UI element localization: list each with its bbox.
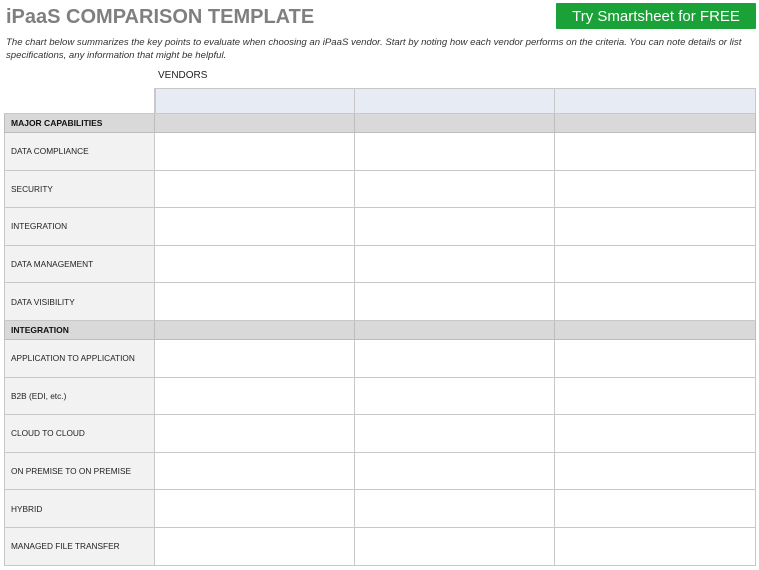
features-header-cell bbox=[4, 88, 155, 114]
vendor-entry-cell[interactable] bbox=[355, 133, 555, 171]
feature-row bbox=[4, 378, 756, 416]
feature-label: DATA COMPLIANCE bbox=[11, 146, 89, 157]
section-vendor-cell bbox=[555, 321, 756, 340]
vendor-entry-cell[interactable] bbox=[355, 171, 555, 209]
vendor-name-cell-3[interactable] bbox=[555, 88, 756, 114]
feature-row bbox=[4, 340, 756, 378]
vendor-entry-cell[interactable] bbox=[555, 246, 756, 284]
feature-row bbox=[4, 453, 756, 491]
vendor-entry-cell[interactable] bbox=[155, 133, 355, 171]
vendor-entry-cell[interactable] bbox=[355, 415, 555, 453]
feature-label: DATA MANAGEMENT bbox=[11, 259, 94, 270]
feature-cell bbox=[4, 283, 155, 321]
try-smartsheet-button[interactable]: Try Smartsheet for FREE bbox=[556, 3, 756, 29]
feature-row bbox=[4, 528, 756, 566]
vendor-entry-cell[interactable] bbox=[155, 490, 355, 528]
vendor-name-cell-2[interactable] bbox=[355, 88, 555, 114]
vendor-entry-cell[interactable] bbox=[555, 133, 756, 171]
vendor-entry-cell[interactable] bbox=[555, 283, 756, 321]
vendor-entry-cell[interactable] bbox=[355, 528, 555, 566]
vendor-entry-cell[interactable] bbox=[555, 490, 756, 528]
section-vendor-cell bbox=[155, 114, 355, 133]
feature-label: HYBRID bbox=[11, 503, 43, 514]
vendors-label: VENDORS bbox=[158, 70, 208, 81]
page-title: iPaaS COMPARISON TEMPLATE bbox=[6, 6, 315, 28]
section-label: INTEGRATION bbox=[4, 321, 155, 340]
vendor-entry-cell[interactable] bbox=[155, 283, 355, 321]
vendor-entry-cell[interactable] bbox=[555, 528, 756, 566]
vendor-name-cell-1[interactable] bbox=[155, 88, 355, 114]
feature-cell bbox=[4, 208, 155, 246]
vendor-entry-cell[interactable] bbox=[555, 378, 756, 416]
vendor-entry-cell[interactable] bbox=[355, 378, 555, 416]
vendor-entry-cell[interactable] bbox=[355, 490, 555, 528]
vendor-entry-cell[interactable] bbox=[355, 208, 555, 246]
vendor-entry-cell[interactable] bbox=[555, 208, 756, 246]
section-row bbox=[4, 114, 756, 133]
feature-label: DATA VISIBILITY bbox=[11, 296, 75, 307]
section-vendor-cell bbox=[355, 321, 555, 340]
feature-label: B2B (EDI, etc.) bbox=[11, 390, 67, 401]
vendor-entry-cell[interactable] bbox=[355, 453, 555, 491]
feature-row bbox=[4, 133, 756, 171]
feature-row bbox=[4, 246, 756, 284]
section-vendor-cell bbox=[155, 321, 355, 340]
feature-label: APPLICATION TO APPLICATION bbox=[11, 353, 135, 364]
feature-row bbox=[4, 208, 756, 246]
feature-cell bbox=[4, 246, 155, 284]
vendor-entry-cell[interactable] bbox=[555, 415, 756, 453]
feature-row bbox=[4, 490, 756, 528]
vendor-entry-cell[interactable] bbox=[155, 246, 355, 284]
feature-cell bbox=[4, 378, 155, 416]
feature-cell bbox=[4, 415, 155, 453]
vendor-entry-cell[interactable] bbox=[555, 340, 756, 378]
feature-label: ON PREMISE TO ON PREMISE bbox=[11, 466, 132, 477]
vendor-entry-cell[interactable] bbox=[155, 208, 355, 246]
feature-cell bbox=[4, 528, 155, 566]
vendor-entry-cell[interactable] bbox=[155, 528, 355, 566]
description-text: The chart below summarizes the key points to evaluate when choosing an iPaaS vendor. Start by noting how each vendor performs on the criteria. You can note details or list specifications, any information that might be helpful. bbox=[6, 37, 742, 61]
section-vendor-cell bbox=[355, 114, 555, 133]
vendor-entry-cell[interactable] bbox=[155, 453, 355, 491]
feature-cell bbox=[4, 171, 155, 209]
comparison-table bbox=[4, 88, 756, 566]
vendor-header-row bbox=[4, 88, 756, 114]
feature-label: MANAGED FILE TRANSFER bbox=[11, 541, 120, 552]
vendor-entry-cell[interactable] bbox=[155, 415, 355, 453]
vendor-entry-cell[interactable] bbox=[355, 340, 555, 378]
vendor-entry-cell[interactable] bbox=[155, 171, 355, 209]
feature-row bbox=[4, 415, 756, 453]
feature-row bbox=[4, 171, 756, 209]
feature-cell bbox=[4, 490, 155, 528]
feature-cell bbox=[4, 340, 155, 378]
section-row bbox=[4, 321, 756, 340]
vendor-entry-cell[interactable] bbox=[155, 340, 355, 378]
feature-row bbox=[4, 283, 756, 321]
feature-cell bbox=[4, 133, 155, 171]
vendor-entry-cell[interactable] bbox=[555, 453, 756, 491]
vendor-entry-cell[interactable] bbox=[155, 378, 355, 416]
feature-label: INTEGRATION bbox=[11, 221, 68, 232]
section-label: MAJOR CAPABILITIES bbox=[4, 114, 155, 133]
vendor-entry-cell[interactable] bbox=[555, 171, 756, 209]
section-vendor-cell bbox=[555, 114, 756, 133]
feature-label: CLOUD TO CLOUD bbox=[11, 428, 85, 439]
feature-cell bbox=[4, 453, 155, 491]
feature-label: SECURITY bbox=[11, 183, 53, 194]
vendor-entry-cell[interactable] bbox=[355, 283, 555, 321]
vendor-entry-cell[interactable] bbox=[355, 246, 555, 284]
